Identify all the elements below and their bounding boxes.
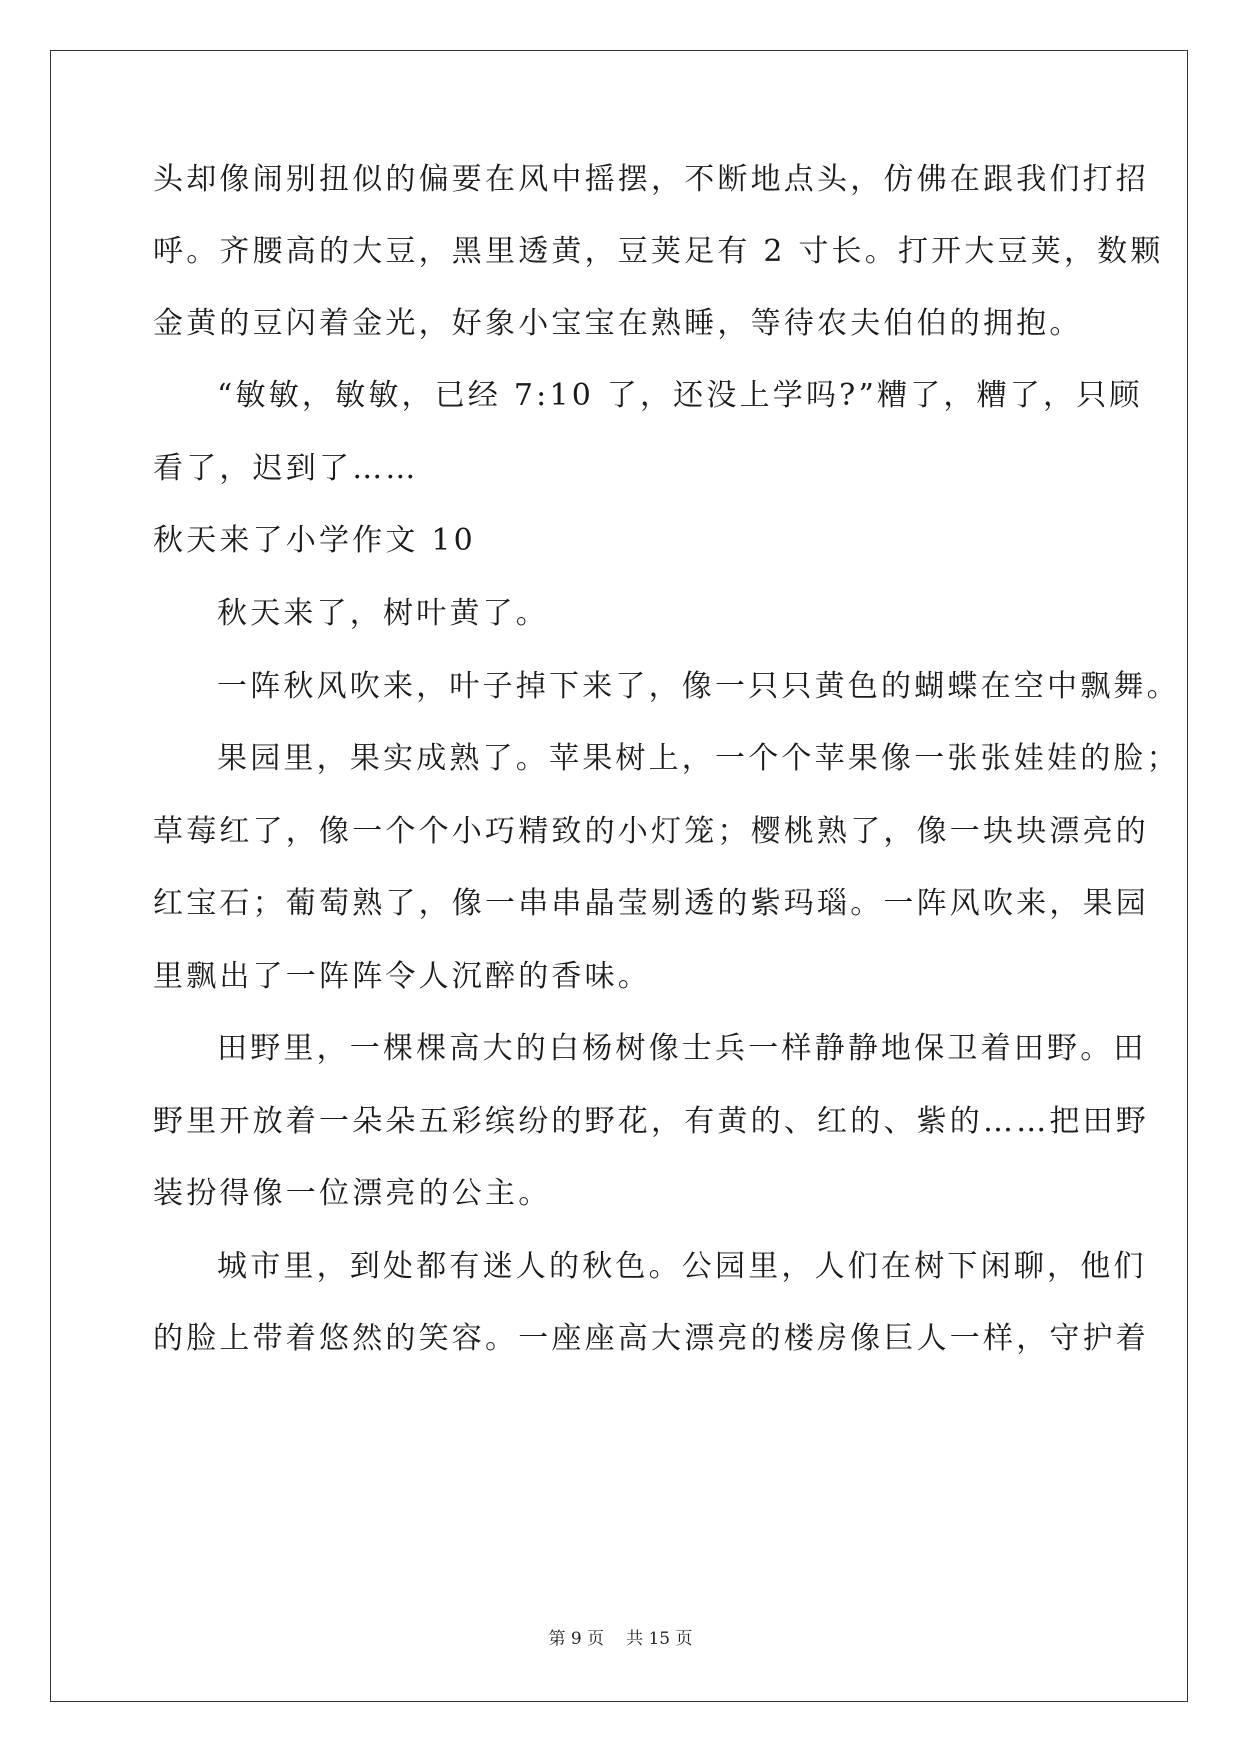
text-line: 呼。齐腰高的大豆，黑里透黄，豆荚足有 2 寸长。打开大豆荚，数颗 (153, 234, 1164, 269)
page-footer (0, 1628, 1241, 1650)
text-line: 秋天来了，树叶黄了。 (217, 596, 549, 631)
text-line: 金黄的豆闪着金光，好象小宝宝在熟睡，等待农夫伯伯的拥抱。 (153, 306, 1083, 341)
text-line: 头却像闹别扭似的偏要在风中摇摆，不断地点头，仿佛在跟我们打招 (153, 162, 1149, 197)
text-line: “敏敏，敏敏，已经 7:10 了，还没上学吗?”糟了，糟了，只顾 (217, 378, 1143, 413)
page-number: 第 9 页 (548, 1629, 605, 1649)
text-line: 装扮得像一位漂亮的公主。 (153, 1176, 552, 1211)
text-line: 一阵秋风吹来，叶子掉下来了，像一只只黄色的蝴蝶在空中飘舞。 (217, 669, 1180, 704)
text-line: 城市里，到处都有迷人的秋色。公园里，人们在树下闲聊，他们 (217, 1249, 1147, 1284)
page-frame (50, 50, 1188, 1702)
page-total: 共 15 页 (626, 1629, 693, 1649)
text-line: 红宝石；葡萄熟了，像一串串晶莹剔透的紫玛瑙。一阵风吹来，果园 (153, 886, 1149, 921)
text-line: 果园里，果实成熟了。苹果树上，一个个苹果像一张张娃娃的脸； (217, 741, 1180, 776)
section-heading: 秋天来了小学作文 10 (153, 523, 476, 558)
text-line: 田野里，一棵棵高大的白杨树像士兵一样静静地保卫着田野。田 (217, 1031, 1147, 1066)
text-line: 看了，迟到了…… (153, 451, 419, 486)
text-line: 的脸上带着悠然的笑容。一座座高大漂亮的楼房像巨人一样，守护着 (153, 1321, 1149, 1356)
text-line: 野里开放着一朵朵五彩缤纷的野花，有黄的、红的、紫的……把田野 (153, 1104, 1149, 1139)
text-line: 里飘出了一阵阵令人沉醉的香味。 (153, 959, 651, 994)
text-line: 草莓红了，像一个个小巧精致的小灯笼；樱桃熟了，像一块块漂亮的 (153, 814, 1149, 849)
